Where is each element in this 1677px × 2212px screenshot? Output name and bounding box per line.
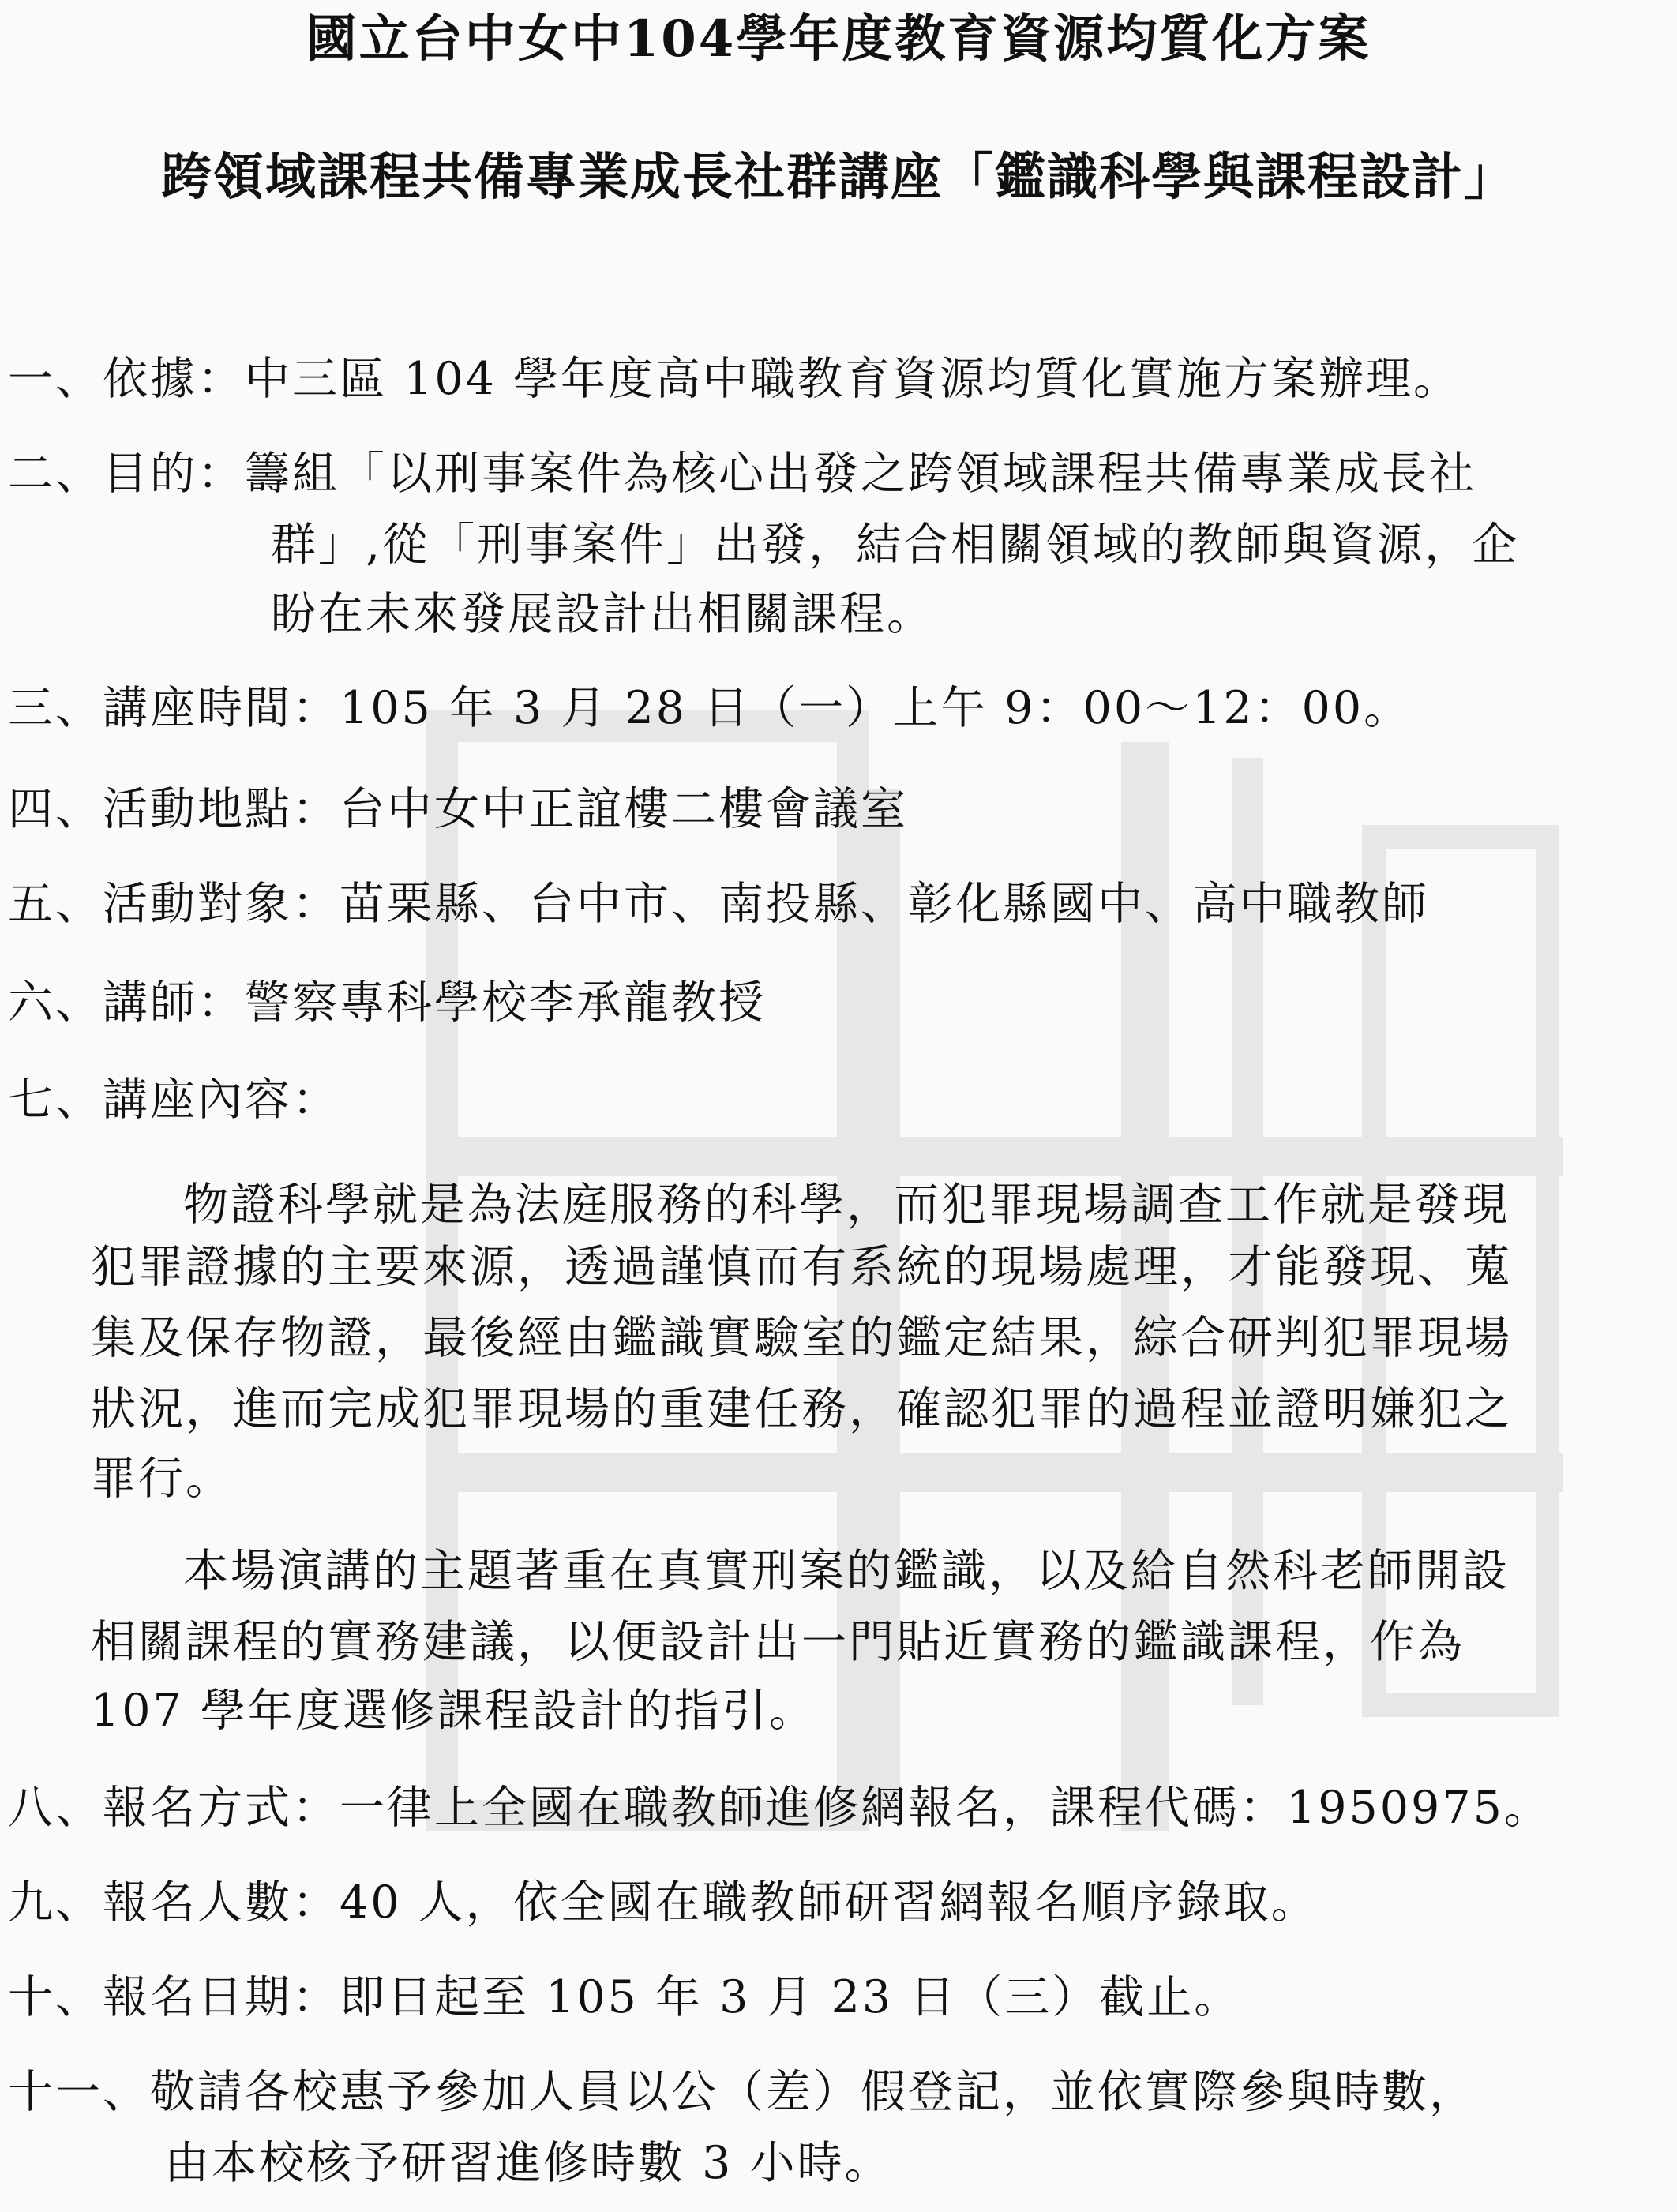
section-registration-deadline bbox=[8, 1966, 1241, 2029]
section-text: 105 年 3 月 28 日（一）上午 9：00～12：00。 bbox=[340, 682, 1412, 734]
section-text: 敬請各校惠予參加人員以公（差）假登記，並依實際參與時數， bbox=[150, 2066, 1476, 2118]
section-purpose-line-2: 群」,從「刑事案件」出發，結合相關領域的教師與資源，企 bbox=[271, 519, 1520, 571]
section-label: 八、報名方式： bbox=[8, 1782, 340, 1834]
content-paragraph-1-line-3: 集及保存物證，最後經由鑑識實驗室的鑑定結果，綜合研判犯罪現場 bbox=[91, 1312, 1512, 1364]
section-text: 中三區 104 學年度高中職教育資源均質化實施方案辦理。 bbox=[245, 353, 1461, 405]
content-paragraph-2-line-1: 本場演講的主題著重在真實刑案的鑑識，以及給自然科老師開設 bbox=[183, 1545, 1510, 1597]
section-basis bbox=[8, 347, 1461, 411]
content-paragraph-2-line-3: 107 學年度選修課程設計的指引。 bbox=[91, 1685, 816, 1737]
content-paragraph-1-line-4: 狀況，進而完成犯罪現場的重建任務，確認犯罪的過程並證明嫌犯之 bbox=[91, 1383, 1512, 1435]
section-venue bbox=[8, 778, 908, 841]
document-subtitle: 跨領域課程共備專業成長社群講座「鑑識科學與課程設計」 bbox=[161, 148, 1516, 207]
section-text: 一律上全國在職教師進修網報名，課程代碼：1950975。 bbox=[340, 1782, 1551, 1834]
section-label: 三、講座時間： bbox=[8, 682, 340, 734]
section-leave-note-line-2: 由本校核予研習進修時數 3 小時。 bbox=[164, 2137, 892, 2189]
section-label: 九、報名人數： bbox=[8, 1876, 340, 1929]
section-leave-note bbox=[8, 2060, 1476, 2124]
section-text: 台中女中正誼樓二樓會議室 bbox=[340, 783, 908, 835]
section-label: 五、活動對象： bbox=[8, 878, 340, 930]
section-text: 籌組「以刑事案件為核心出發之跨領域課程共備專業成長社 bbox=[245, 448, 1476, 500]
section-audience bbox=[8, 872, 1429, 935]
section-label: 七、講座內容： bbox=[8, 1074, 340, 1126]
content-paragraph-2-line-2: 相關課程的實務建議，以便設計出一門貼近實務的鑑識課程，作為 bbox=[91, 1616, 1465, 1668]
section-lecturer bbox=[8, 971, 766, 1034]
section-time bbox=[8, 677, 1411, 740]
section-capacity bbox=[8, 1871, 1319, 1934]
section-text: 苗栗縣、台中市、南投縣、彰化縣國中、高中職教師 bbox=[340, 878, 1429, 930]
document-title: 國立台中女中104學年度教育資源均質化方案 bbox=[306, 9, 1371, 69]
section-text: 40 人，依全國在職教師研習網報名順序錄取。 bbox=[340, 1876, 1319, 1929]
section-label: 二、目的： bbox=[8, 448, 245, 500]
section-purpose bbox=[8, 442, 1476, 505]
section-label: 十、報名日期： bbox=[8, 1971, 340, 2023]
content-paragraph-1-line-5: 罪行。 bbox=[91, 1453, 233, 1505]
section-content bbox=[8, 1068, 340, 1131]
section-label: 四、活動地點： bbox=[8, 783, 340, 835]
section-text: 即日起至 105 年 3 月 23 日（三）截止。 bbox=[340, 1971, 1242, 2023]
section-text: 警察專科學校李承龍教授 bbox=[245, 977, 766, 1029]
section-label: 十一、 bbox=[8, 2066, 150, 2118]
section-purpose-line-3: 盼在未來發展設計出相關課程。 bbox=[271, 588, 934, 640]
content-paragraph-1-line-1: 物證科學就是為法庭服務的科學，而犯罪現場調查工作就是發現 bbox=[183, 1179, 1510, 1231]
section-label: 六、講師： bbox=[8, 977, 245, 1029]
section-label: 一、依據： bbox=[8, 353, 245, 405]
content-paragraph-1-line-2: 犯罪證據的主要來源，透過謹慎而有系統的現場處理，才能發現、蒐 bbox=[91, 1241, 1512, 1293]
section-registration-method bbox=[8, 1776, 1551, 1839]
